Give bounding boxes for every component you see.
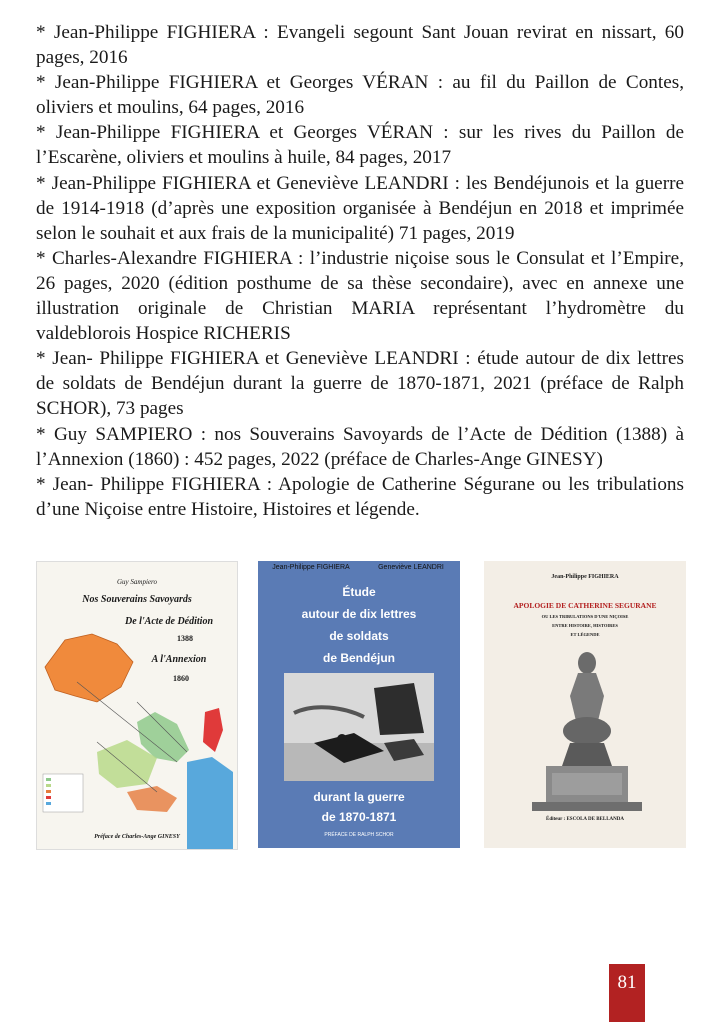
bibliography-entry: * Jean-Philippe FIGHIERA et Geneviève LEANDRI : les Bendéjunois et la guerre de 1914-1918 (d’après une exposition organisée à Bendéjun en 2018 et imprimée selon le souhait et aux frais de la municipalité) 71 pages, 2019 [36,172,684,244]
cover2-title-line: Étude [342,585,376,599]
cover2-author2: Geneviève LEANDRI [378,564,444,571]
cover2-subtitle-line: de 1870-1871 [321,810,397,824]
map-illustration [37,562,237,849]
cover2-subtitle-line: durant la guerre [313,790,405,804]
cover2-author1: Jean-Philippe FIGHIERA [272,564,350,571]
book-covers-row [0,561,722,851]
cover2-title-line: autour de dix lettres [301,607,417,621]
battle-scene-illustration [284,673,434,781]
page-number-badge: 81 [609,964,645,1022]
cover1-year2: 1860 [173,674,189,683]
cover1-title-line3: A l'Annexion [151,654,207,665]
cover3-subtitle-line: OU LES TRIBULATIONS D'UNE NIÇOISE [541,614,629,619]
bibliography-entry: * Guy SAMPIERO : nos Souverains Savoyards de l’Acte de Dédition (1388) à l’Annexion (1860) : 452 pages, 2022 (préface de Charles-Ange GINESY) [36,423,684,470]
cover1-title-line2: De l'Acte de Dédition [124,616,214,627]
bibliography-entry: * Jean-Philippe FIGHIERA : Evangeli segount Sant Jouan revirat en nissart, 60 pages, 2016 [36,22,684,69]
bibliography-entry: * Jean- Philippe FIGHIERA : Apologie de Catherine Ségurane ou les tribulations d’une Niçoise entre Histoire, Histoires et légende. [36,473,684,520]
bibliography-entry: * Charles-Alexandre FIGHIERA : l’industrie niçoise sous le Consulat et l’Empire, 26 pages, 2020 (édition posthume de sa thèse secondaire), avec en annexe une illustration originale de Christian MARIA représentant l’hydromètre du valdeblorois Hospice RICHERIS [36,247,684,345]
cover2-title-line: de Bendéjun [322,651,395,665]
cover2-preface: PRÉFACE DE RALPH SCHOR [324,832,394,838]
cover3-subtitle-line: ET LÉGENDE [570,632,600,637]
cover2-title-line: de soldats [329,629,389,643]
bibliography-entry: * Jean-Philippe FIGHIERA et Georges VÉRAN : sur les rives du Paillon de l’Escarène, oliviers et moulins à huile, 84 pages, 2017 [36,122,684,169]
bibliography-list [36,20,684,522]
cover1-author: Guy Sampiero [117,578,157,586]
cover3-title: APOLOGIE DE CATHERINE SEGURANE [513,601,657,610]
cover1-year1: 1388 [177,634,193,643]
cover3-author: Jean-Philippe FIGHIERA [551,574,619,580]
cover3-subtitle-line: ENTRE HISTOIRE, HISTOIRES [552,623,618,628]
book-cover-segurane [484,561,686,848]
statue-photo-illustration [532,651,642,811]
bibliography-entry: * Jean- Philippe FIGHIERA et Geneviève LEANDRI : étude autour de dix lettres de soldats de Bendéjun durant la guerre de 1870-1871, 2021 (préface de Ralph SCHOR), 73 pages [36,348,684,420]
cover1-preface: Préface de Charles-Ange GINESY [94,834,180,840]
book-cover-bendejun [258,561,460,848]
cover3-publisher: Éditeur : ESCOLA DE BELLANDA [546,817,624,822]
cover1-title-line1: Nos Souverains Savoyards [82,594,192,605]
bibliography-entry: * Jean-Philippe FIGHIERA et Georges VÉRAN : au fil du Paillon de Contes, oliviers et moulins, 64 pages, 2016 [36,72,684,119]
book-cover-sampiero [36,561,238,850]
